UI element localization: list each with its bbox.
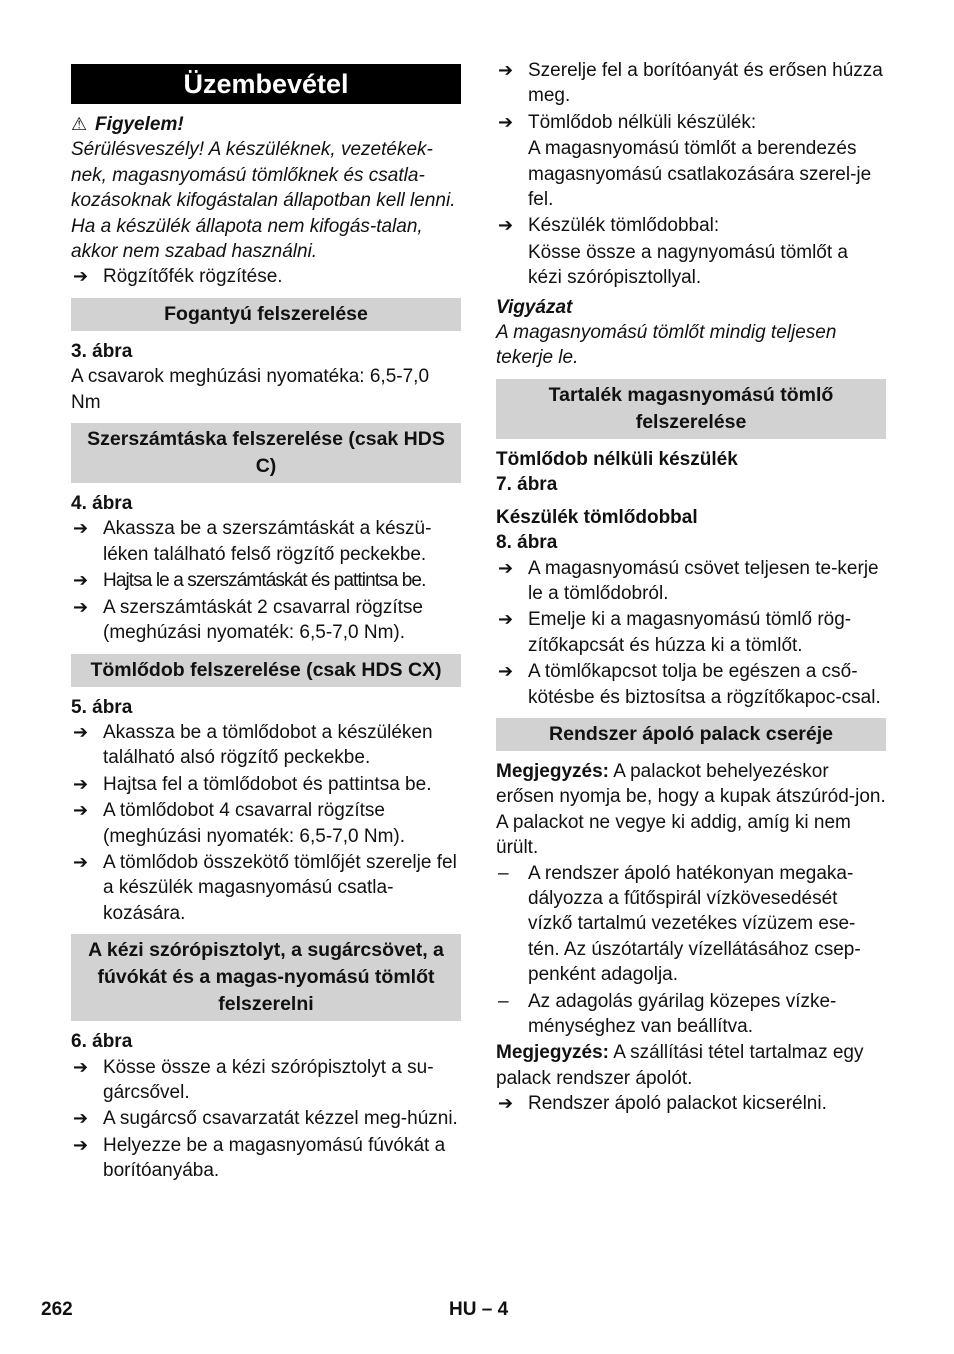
figure-ref: 6. ábra <box>71 1031 133 1053</box>
section-heading-toolbag: Szerszámtáska felszerelése (csak HDS C) <box>71 423 461 483</box>
list-item-text: Hajtsa le a szerszámtáskát és pattintsa be. <box>103 570 426 592</box>
list-item <box>496 1091 886 1116</box>
section-heading-bottle: Rendszer ápoló palack cseréje <box>496 718 886 751</box>
list-item <box>71 1133 461 1184</box>
indented-text: Kösse össze a nagynyomású tömlőt a kézi szórópisztollyal. <box>528 241 849 289</box>
list-item <box>71 516 461 567</box>
arrow-right-icon: ➔ <box>73 570 88 592</box>
section-heading-gun: A kézi szórópisztolyt, a sugárcsövet, a fúvókát és a magas-nyomású tömlőt felszerelni <box>71 934 461 1021</box>
list-item-text: Emelje ki a magasnyomású tömlő rög-zítőkapcsát és húzza ki a tömlőt. <box>528 609 852 656</box>
section-heading-reel: Tömlődob felszerelése (csak HDS CX) <box>71 654 461 687</box>
list-item <box>496 110 886 135</box>
list-item <box>496 58 886 109</box>
dash-bullet: – <box>498 862 509 884</box>
section-heading-spare-hose: Tartalék magasnyomású tömlő felszerelése <box>496 379 886 439</box>
warning-label: Figyelem! <box>95 114 184 135</box>
dash-item <box>496 861 886 988</box>
list-item-text: Helyezze be a magasnyomású fúvókát a borítóanyába. <box>103 1134 446 1182</box>
list-item <box>71 1106 461 1131</box>
warning-text: Sérülésveszély! A készüléknek, vezetékek-nek, magasnyomású tömlőknek és csatla-kozásoknak kifogástalan állapotban kell lenni. Ha a készülék állapota nem kifogás-talan, akkor nem szabad használni. <box>71 139 456 263</box>
subheading: Készülék tömlődobbal <box>496 506 698 528</box>
list-item-text: A tömlődob összekötő tömlőjét szerelje fel a készülék magasnyomású csatla-kozására. <box>103 851 457 924</box>
list-item-text: Rendszer ápoló palackot kicserélni. <box>528 1093 827 1115</box>
note-paragraph <box>496 759 886 861</box>
list-item-text: Hajtsa fel a tömlődobot és pattintsa be. <box>103 773 432 795</box>
arrow-right-icon: ➔ <box>73 1134 89 1156</box>
dash-item-text: A rendszer ápoló hatékonyan megaka-dályozza a fűtőspirál vízkövesedését vízkő tartalmú vezetékes vízüzem ese-tén. Az úszótartály vízellátásához csep-penként adagolja. <box>528 862 861 986</box>
list-item-text: Rögzítőfék rögzítése. <box>103 266 283 288</box>
list-item <box>496 556 886 607</box>
figure-ref: 4. ábra <box>71 493 133 515</box>
arrow-right-icon: ➔ <box>73 800 89 822</box>
warning-heading <box>71 112 461 137</box>
dash-item-text: Az adagolás gyárilag közepes vízke-ménységhez van beállítva. <box>528 990 837 1037</box>
arrow-right-icon: ➔ <box>73 721 89 743</box>
note-text: A palackot behelyezéskor erősen nyomja be, hogy a kupak átszúród-jon. A palackot ne vegye ki addig, amíg ki nem ürült. <box>496 760 886 859</box>
arrow-right-icon: ➔ <box>73 1108 89 1130</box>
list-item-text: A tömlődobot 4 csavarral rögzítse (meghúzási nyomaték: 6,5-7,0 Nm). <box>103 800 406 847</box>
arrow-right-icon: ➔ <box>498 1093 514 1115</box>
list-item <box>496 607 886 658</box>
arrow-right-icon: ➔ <box>73 596 89 618</box>
dash-bullet: – <box>498 990 509 1012</box>
figure-ref: 3. ábra <box>71 340 133 362</box>
arrow-right-icon: ➔ <box>498 557 514 579</box>
list-item <box>71 798 461 849</box>
list-item <box>71 1055 461 1106</box>
list-item-text: Készülék tömlődobbal: <box>528 215 720 237</box>
list-item-text: A szerszámtáskát 2 csavarral rögzítse (meghúzási nyomaték: 6,5-7,0 Nm). <box>103 596 423 644</box>
arrow-right-icon: ➔ <box>498 215 514 237</box>
page-number: 262 <box>41 1299 73 1320</box>
paragraph: A csavarok meghúzási nyomatéka: 6,5-7,0 Nm <box>71 366 430 413</box>
page-title: Üzembevétel <box>71 64 461 104</box>
list-item-text: A magasnyomású csövet teljesen te-kerje le a tömlődobról. <box>528 557 879 604</box>
list-item <box>496 213 886 238</box>
list-item <box>71 595 461 646</box>
caution-text: A magasnyomású tömlőt mindig teljesen tekerje le. <box>496 322 837 369</box>
list-item-text: Tömlődob nélküli készülék: <box>528 111 757 133</box>
right-column <box>496 58 886 1118</box>
arrow-right-icon: ➔ <box>498 111 514 133</box>
caution-heading: Vigyázat <box>496 296 573 318</box>
note-paragraph <box>496 1040 886 1091</box>
arrow-right-icon: ➔ <box>73 1056 89 1078</box>
note-label: Megjegyzés: <box>496 1042 609 1064</box>
note-text: A szállítási tétel tartalmaz egy palack rendszer ápolót. <box>496 1042 864 1089</box>
list-item <box>71 720 461 771</box>
arrow-right-icon: ➔ <box>498 661 514 683</box>
figure-ref: 8. ábra <box>496 532 558 554</box>
list-item-text: Akassza be a tömlődobot a készüléken található alsó rögzítő peckekbe. <box>103 721 433 769</box>
list-item-text: Kösse össze a kézi szórópisztolyt a su-gárcsővel. <box>103 1056 434 1103</box>
figure-ref: 7. ábra <box>496 474 558 496</box>
arrow-right-icon: ➔ <box>73 851 89 873</box>
arrow-right-icon: ➔ <box>498 60 514 81</box>
list-item-text: A tömlőkapcsot tolja be egészen a cső-kötésbe és biztosítsa a rögzítőkapoc-csal. <box>528 661 881 708</box>
arrow-right-icon: ➔ <box>73 266 89 288</box>
list-item <box>71 850 461 926</box>
list-item <box>71 772 461 797</box>
arrow-right-icon: ➔ <box>498 609 514 631</box>
list-item-text: Akassza be a szerszámtáskát a készü-léken található felső rögzítő peckekbe. <box>103 518 432 565</box>
list-item <box>496 659 886 710</box>
figure-ref: 5. ábra <box>71 696 133 718</box>
arrow-right-icon: ➔ <box>73 773 89 795</box>
section-heading-handle: Fogantyú felszerelése <box>71 298 461 331</box>
left-column <box>71 58 461 1185</box>
arrow-right-icon: ➔ <box>73 518 89 540</box>
list-item <box>71 568 461 593</box>
list-item <box>71 264 461 289</box>
indented-text: A magasnyomású tömlőt a berendezés magasnyomású csatlakozására szerel-je fel. <box>528 138 872 211</box>
note-label: Megjegyzés: <box>496 760 609 782</box>
subheading: Tömlődob nélküli készülék <box>496 448 738 470</box>
list-item-text: Szerelje fel a borítóanyát és erősen húzza meg. <box>528 60 883 107</box>
page-code: HU – 4 <box>449 1299 509 1320</box>
list-item-text: A sugárcső csavarzatát kézzel meg-húzni. <box>103 1108 458 1130</box>
dash-item <box>496 989 886 1040</box>
warning-triangle-icon: ⚠ <box>71 114 88 135</box>
